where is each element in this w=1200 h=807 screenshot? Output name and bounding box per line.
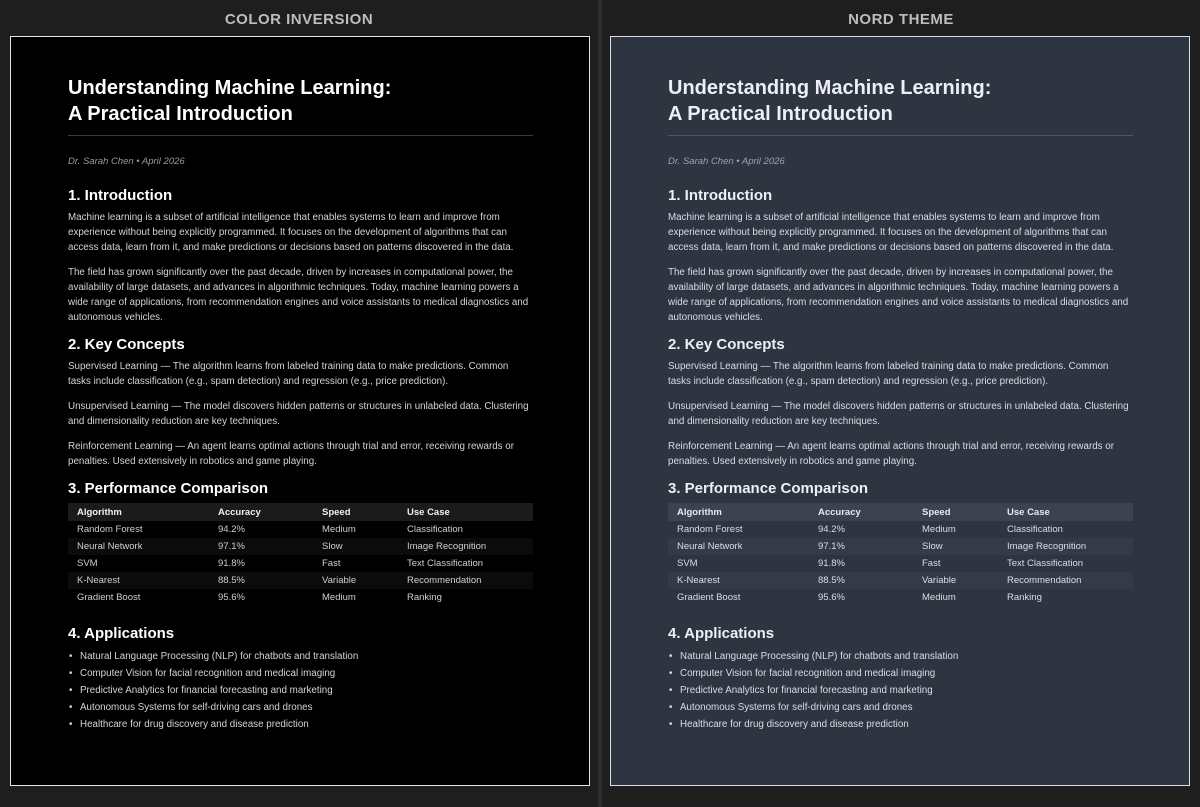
section-heading: 3. Performance Comparison xyxy=(68,480,269,497)
table-cell: Classification xyxy=(407,524,463,535)
bullet-icon: • xyxy=(669,685,673,696)
table-cell: Recommendation xyxy=(398,572,533,589)
bullet-icon: • xyxy=(69,719,73,730)
table-cell: Fast xyxy=(922,558,941,569)
table-cell: Image Recognition xyxy=(998,538,1133,555)
table-cell: 97.1% xyxy=(809,538,913,555)
table-cell: Random Forest xyxy=(677,524,743,535)
paragraph: Machine learning is a subset of artificial intelligence that enables systems to learn and improve from experience without being explicitly programmed. It focuses on the development of algorithms that can access data, learn from it, and make predictions or decisions based on patterns discovered in the data. xyxy=(668,212,1114,253)
table-cell: 88.5% xyxy=(809,572,913,589)
list-item xyxy=(668,665,1133,682)
bullet-icon: • xyxy=(69,702,73,713)
table-cell: Fast xyxy=(322,558,341,569)
title-line-2: A Practical Introduction xyxy=(68,103,293,125)
table-cell: 95.6% xyxy=(818,592,845,603)
table-cell: Slow xyxy=(913,538,998,555)
concept-supervised: Supervised Learning — The algorithm learns from labeled training data to make predictions. Common tasks include classification (e.g., spam detection) and regression (e.g., price prediction). xyxy=(68,361,509,387)
concept-supervised: Supervised Learning — The algorithm learns from labeled training data to make predictions. Common tasks include classification (e.g., spam detection) and regression (e.g., price prediction). xyxy=(668,361,1109,387)
list-item xyxy=(68,665,533,682)
table-cell: Medium xyxy=(322,524,356,535)
column-header: Speed xyxy=(913,503,998,521)
table-cell: K-Nearest xyxy=(668,572,809,589)
bullet-icon: • xyxy=(69,668,73,679)
table-cell: Gradient Boost xyxy=(677,592,741,603)
document-preview[interactable] xyxy=(610,36,1190,786)
section-introduction xyxy=(668,187,1133,325)
list-item-text: Predictive Analytics for financial forecasting and marketing xyxy=(680,685,933,696)
table-cell: 91.8% xyxy=(818,558,845,569)
table-row xyxy=(68,555,533,572)
color-inversion-panel xyxy=(0,0,598,807)
table-cell: Variable xyxy=(913,572,998,589)
table-row xyxy=(68,572,533,589)
table-cell: 94.2% xyxy=(218,524,245,535)
table-row xyxy=(68,521,533,538)
list-item xyxy=(68,699,533,716)
table-row xyxy=(68,538,533,555)
table-cell: Ranking xyxy=(1007,592,1042,603)
title-divider xyxy=(668,135,1133,136)
table-cell: Medium xyxy=(922,524,956,535)
column-header: Algorithm xyxy=(668,503,809,521)
table-cell: 88.5% xyxy=(209,572,313,589)
nord-theme-panel xyxy=(602,0,1200,807)
table-cell: Variable xyxy=(313,572,398,589)
byline: Dr. Sarah Chen • April 2026 xyxy=(68,156,185,167)
list-item-text: Computer Vision for facial recognition and medical imaging xyxy=(680,668,936,679)
applications-list xyxy=(68,648,533,733)
section-heading: 1. Introduction xyxy=(68,187,173,204)
list-item-text: Healthcare for drug discovery and disease prediction xyxy=(680,719,909,730)
list-item-text: Natural Language Processing (NLP) for chatbots and translation xyxy=(680,651,959,662)
table-cell: Slow xyxy=(313,538,398,555)
list-item-text: Computer Vision for facial recognition and medical imaging xyxy=(80,668,336,679)
column-header: Algorithm xyxy=(68,503,209,521)
list-item xyxy=(68,648,533,665)
list-item xyxy=(668,699,1133,716)
list-item-text: Autonomous Systems for self-driving cars and drones xyxy=(680,702,913,713)
bullet-icon: • xyxy=(69,651,73,662)
concept-reinforcement: Reinforcement Learning — An agent learns optimal actions through trial and error, receiving rewards or penalties. Used extensively in robotics and game playing. xyxy=(68,441,514,467)
table-header-row xyxy=(68,503,533,521)
column-header: Accuracy xyxy=(209,503,313,521)
applications-list xyxy=(668,648,1133,733)
column-header: Use Case xyxy=(398,503,533,521)
list-item-text: Autonomous Systems for self-driving cars and drones xyxy=(80,702,313,713)
title-line-2: A Practical Introduction xyxy=(668,103,893,125)
section-heading: 3. Performance Comparison xyxy=(668,480,869,497)
table-row xyxy=(668,555,1133,572)
column-header: Use Case xyxy=(998,503,1133,521)
table-cell: 91.8% xyxy=(218,558,245,569)
table-header-row xyxy=(668,503,1133,521)
list-item-text: Predictive Analytics for financial forecasting and marketing xyxy=(80,685,333,696)
list-item xyxy=(668,648,1133,665)
paragraph: The field has grown significantly over the past decade, driven by increases in computational power, the availability of large datasets, and advances in algorithmic techniques. Today, machine learning powers a wide range of applications, from recommendation engines and voice assistants to medical diagnostics and autonomous vehicles. xyxy=(668,267,1129,323)
column-header: Accuracy xyxy=(809,503,913,521)
bullet-icon: • xyxy=(669,668,673,679)
table-cell: Image Recognition xyxy=(398,538,533,555)
document-title xyxy=(668,75,1133,127)
table-cell: Text Classification xyxy=(1007,558,1084,569)
list-item xyxy=(68,716,533,733)
panel-label: NORD THEME xyxy=(848,11,954,28)
table-row xyxy=(668,589,1133,606)
section-heading: 4. Applications xyxy=(68,625,175,642)
section-applications xyxy=(668,625,1133,733)
document-preview[interactable] xyxy=(10,36,590,786)
performance-table xyxy=(668,503,1133,606)
table-cell: Medium xyxy=(322,592,356,603)
paragraph: The field has grown significantly over the past decade, driven by increases in computational power, the availability of large datasets, and advances in algorithmic techniques. Today, machine learning powers a wide range of applications, from recommendation engines and voice assistants to medical diagnostics and autonomous vehicles. xyxy=(68,267,529,323)
section-applications xyxy=(68,625,533,733)
byline: Dr. Sarah Chen • April 2026 xyxy=(668,156,785,167)
bullet-icon: • xyxy=(69,685,73,696)
section-performance xyxy=(68,480,533,606)
table-row xyxy=(68,589,533,606)
list-item xyxy=(668,682,1133,699)
bullet-icon: • xyxy=(669,719,673,730)
table-cell: Neural Network xyxy=(68,538,209,555)
section-key-concepts xyxy=(68,336,533,469)
list-item-text: Healthcare for drug discovery and disease prediction xyxy=(80,719,309,730)
section-heading: 2. Key Concepts xyxy=(68,336,185,353)
section-heading: 4. Applications xyxy=(668,625,775,642)
column-header: Speed xyxy=(313,503,398,521)
concept-unsupervised: Unsupervised Learning — The model discovers hidden patterns or structures in unlabeled data. Clustering and dimensionality reduction are key techniques. xyxy=(668,401,1129,427)
table-cell: Random Forest xyxy=(77,524,143,535)
table-cell: Ranking xyxy=(407,592,442,603)
section-introduction xyxy=(68,187,533,325)
list-item-text: Natural Language Processing (NLP) for chatbots and translation xyxy=(80,651,359,662)
list-item xyxy=(68,682,533,699)
document-title xyxy=(68,75,533,127)
list-item xyxy=(668,716,1133,733)
concept-reinforcement: Reinforcement Learning — An agent learns optimal actions through trial and error, receiving rewards or penalties. Used extensively in robotics and game playing. xyxy=(668,441,1114,467)
concept-unsupervised: Unsupervised Learning — The model discovers hidden patterns or structures in unlabeled data. Clustering and dimensionality reduction are key techniques. xyxy=(68,401,529,427)
table-cell: K-Nearest xyxy=(68,572,209,589)
table-cell: Gradient Boost xyxy=(77,592,141,603)
table-cell: 94.2% xyxy=(818,524,845,535)
table-cell: Text Classification xyxy=(407,558,484,569)
table-cell: 95.6% xyxy=(218,592,245,603)
table-row xyxy=(668,572,1133,589)
bullet-icon: • xyxy=(669,651,673,662)
performance-table xyxy=(68,503,533,606)
section-heading: 2. Key Concepts xyxy=(668,336,785,353)
table-cell: SVM xyxy=(77,558,98,569)
paragraph: Machine learning is a subset of artificial intelligence that enables systems to learn and improve from experience without being explicitly programmed. It focuses on the development of algorithms that can access data, learn from it, and make predictions or decisions based on patterns discovered in the data. xyxy=(68,212,514,253)
panel-label: COLOR INVERSION xyxy=(224,11,374,28)
section-heading: 1. Introduction xyxy=(668,187,773,204)
title-line-1: Understanding Machine Learning: xyxy=(668,77,992,99)
section-key-concepts xyxy=(668,336,1133,469)
table-cell: Recommendation xyxy=(998,572,1133,589)
document xyxy=(68,75,533,733)
table-cell: SVM xyxy=(677,558,698,569)
table-cell: Neural Network xyxy=(668,538,809,555)
title-line-1: Understanding Machine Learning: xyxy=(68,77,392,99)
table-row xyxy=(668,521,1133,538)
table-cell: Medium xyxy=(922,592,956,603)
section-performance xyxy=(668,480,1133,606)
table-row xyxy=(668,538,1133,555)
document xyxy=(668,75,1133,733)
table-cell: 97.1% xyxy=(209,538,313,555)
bullet-icon: • xyxy=(669,702,673,713)
table-cell: Classification xyxy=(1007,524,1063,535)
title-divider xyxy=(68,135,533,136)
